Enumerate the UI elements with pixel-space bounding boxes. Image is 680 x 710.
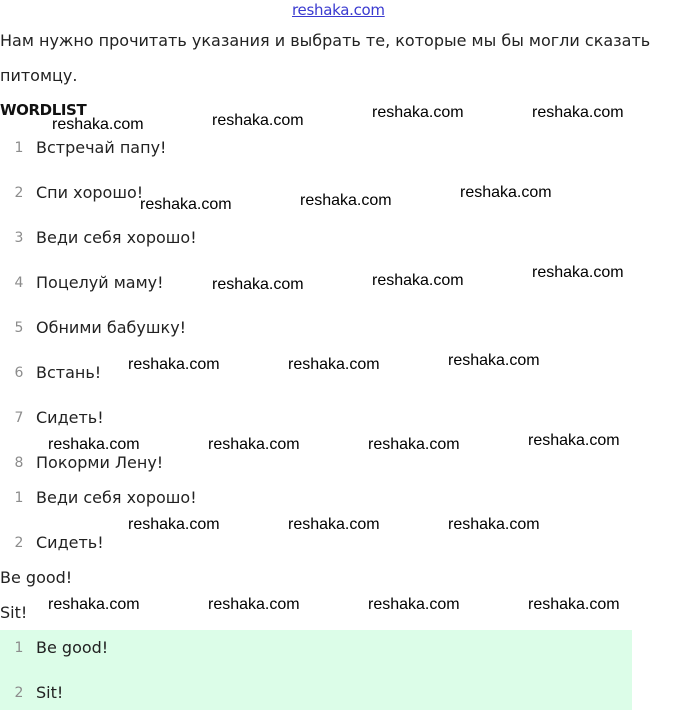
item-number: 1: [14, 140, 24, 156]
watermark: reshaka.com: [288, 516, 380, 533]
item-number: 7: [14, 410, 24, 426]
intro-text: Нам нужно прочитать указания и выбрать те, которые мы бы могли сказать питомцу.: [0, 31, 651, 85]
item-number: 4: [14, 275, 24, 291]
english-line: Be good!: [0, 568, 73, 587]
wordlist-title: WORDLIST: [0, 101, 87, 119]
item-text: Сидеть!: [36, 533, 104, 552]
item-number: 2: [14, 535, 24, 551]
item-text: Покорми Лену!: [36, 453, 164, 472]
item-text: Спи хорошо!: [36, 183, 144, 202]
watermark: reshaka.com: [140, 196, 232, 213]
watermark: reshaka.com: [372, 272, 464, 289]
site-logo-link[interactable]: reshaka.com: [292, 1, 385, 19]
watermark: reshaka.com: [448, 516, 540, 533]
watermark: reshaka.com: [208, 596, 300, 613]
item-number: 5: [14, 320, 24, 336]
watermark: reshaka.com: [368, 436, 460, 453]
item-number: 2: [14, 685, 24, 701]
watermark: reshaka.com: [532, 264, 624, 281]
watermark: reshaka.com: [460, 184, 552, 201]
watermark: reshaka.com: [448, 352, 540, 369]
item-number: 2: [14, 185, 24, 201]
watermark: reshaka.com: [128, 516, 220, 533]
watermark: reshaka.com: [208, 436, 300, 453]
item-text: Встречай папу!: [36, 138, 167, 157]
watermark: reshaka.com: [128, 356, 220, 373]
watermark: reshaka.com: [212, 112, 304, 129]
english-line: Sit!: [0, 603, 28, 622]
item-text: Веди себя хорошо!: [36, 488, 197, 507]
item-text: Sit!: [36, 683, 64, 702]
watermark: reshaka.com: [48, 596, 140, 613]
watermark: reshaka.com: [528, 432, 620, 449]
item-number: 6: [14, 365, 24, 381]
watermark: reshaka.com: [532, 104, 624, 121]
watermark: reshaka.com: [48, 436, 140, 453]
watermark: reshaka.com: [52, 116, 144, 133]
item-number: 8: [14, 455, 24, 471]
watermark: reshaka.com: [300, 192, 392, 209]
item-text: Be good!: [36, 638, 109, 657]
item-text: Веди себя хорошо!: [36, 228, 197, 247]
item-number: 1: [14, 490, 24, 506]
watermark: reshaka.com: [368, 596, 460, 613]
item-text: Встань!: [36, 363, 102, 382]
item-number: 3: [14, 230, 24, 246]
item-text: Сидеть!: [36, 408, 104, 427]
watermark: reshaka.com: [528, 596, 620, 613]
item-text: Поцелуй маму!: [36, 273, 164, 292]
watermark: reshaka.com: [212, 276, 304, 293]
item-number: 1: [14, 640, 24, 656]
item-text: Обними бабушку!: [36, 318, 187, 337]
watermark: reshaka.com: [288, 356, 380, 373]
watermark: reshaka.com: [372, 104, 464, 121]
